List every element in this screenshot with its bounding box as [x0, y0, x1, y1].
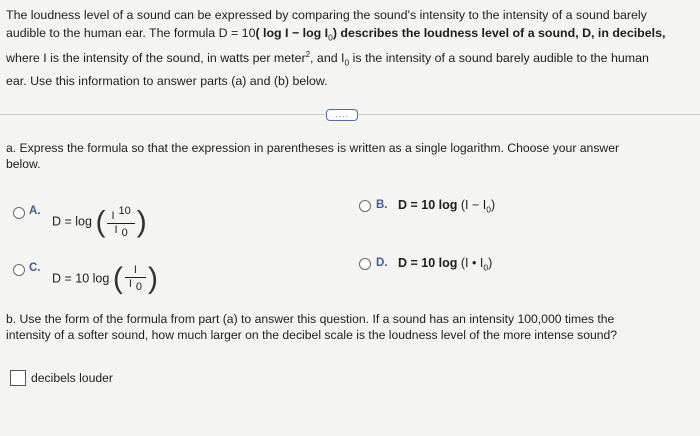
part-b-question: b. Use the form of the formula from part (a) to answer this question. If a sound has an intensity 100,000 times the intensity of a softer sound, how much larger on the decibel scale is the loudness level of the more intense sound?	[6, 312, 618, 342]
expand-more-button[interactable]: ....	[326, 109, 358, 121]
answer-input[interactable]	[10, 370, 26, 386]
option-c-formula: D = 10 log ( $\frac{I}{I 0}$ )	[52, 262, 159, 296]
option-d-formula: D = 10 log (I • $I_0$)	[398, 256, 493, 273]
problem-intro	[6, 6, 686, 90]
loudness-formula: ( $\log I - \log I_0$) describes the loudness level of a sound, D, in decibels,	[255, 26, 666, 43]
option-a-formula: D = log ( $\frac{I 10}{I 0}$ )	[52, 205, 147, 239]
option-c-radio[interactable]	[13, 264, 25, 276]
option-d-letter[interactable]: D.	[376, 257, 388, 269]
option-c-letter[interactable]: C.	[29, 262, 41, 274]
option-b-formula: D = 10 $\log (I - I_0)$	[398, 198, 496, 215]
option-a-letter[interactable]: A.	[29, 205, 41, 217]
intro-line-1: The loudness level of a sound can be expressed by comparing the sound's intensity to the intensity of a sound barely	[6, 8, 647, 22]
part-a-question: a. Express the formula so that the expression in parentheses is written as a single logarithm. Choose your answer below.	[6, 141, 620, 171]
option-a-radio[interactable]	[13, 207, 25, 219]
option-b-letter[interactable]: B.	[376, 199, 388, 211]
intro-line-2: audible to the human ear. The formula D = 10( $\log I - \log I_0$) describes the loudness level of a sound, D, in decibels,	[6, 26, 666, 43]
intro-line-3: where I is the intensity of the sound, in watts per meter$^2$, and $I_0$ is the intensity of a sound barely audible to the human	[6, 50, 649, 69]
option-b-radio[interactable]	[359, 200, 371, 212]
option-d-radio[interactable]	[359, 258, 371, 270]
intro-line-4: ear. Use this information to answer parts (a) and (b) below.	[6, 74, 328, 89]
answer-unit-label: decibels louder	[31, 371, 113, 385]
